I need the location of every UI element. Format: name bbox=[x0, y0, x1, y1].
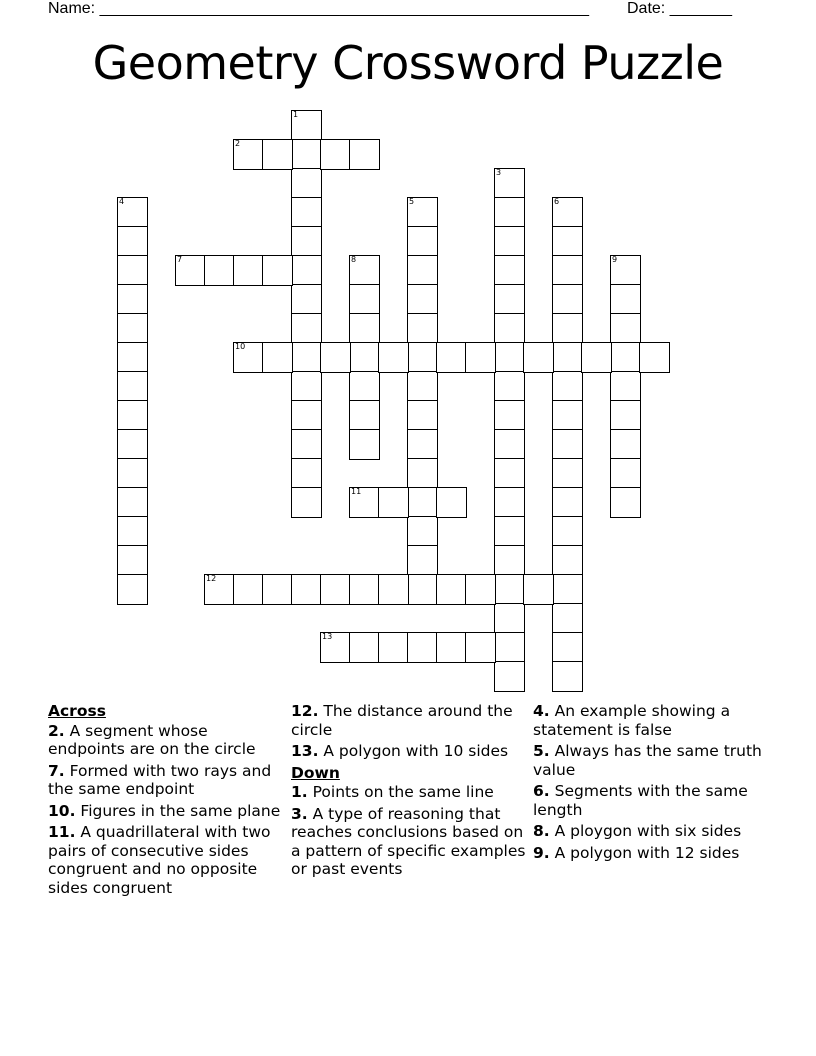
crossword-cell[interactable] bbox=[407, 487, 438, 518]
crossword-cell[interactable] bbox=[494, 197, 525, 228]
crossword-cell[interactable] bbox=[117, 545, 148, 576]
crossword-cell[interactable] bbox=[494, 661, 525, 692]
crossword-cell[interactable] bbox=[552, 197, 583, 228]
crossword-cell[interactable] bbox=[349, 400, 380, 431]
crossword-cell[interactable] bbox=[494, 168, 525, 199]
clue-text: The distance around the circle bbox=[291, 702, 513, 739]
clue-number: 1. bbox=[291, 783, 308, 801]
crossword-cell[interactable] bbox=[117, 458, 148, 489]
down-heading: Down bbox=[291, 763, 340, 782]
crossword-cell[interactable] bbox=[117, 400, 148, 431]
crossword-cell[interactable] bbox=[407, 429, 438, 460]
crossword-cell[interactable] bbox=[552, 255, 583, 286]
clue-number: 3. bbox=[291, 804, 308, 823]
clue-across-10 bbox=[48, 802, 284, 821]
crossword-cell[interactable] bbox=[117, 313, 148, 344]
cell-number: 6 bbox=[554, 197, 560, 206]
clue-across-2 bbox=[48, 722, 284, 759]
page-title: Geometry Crossword Puzzle bbox=[92, 36, 724, 90]
crossword-cell[interactable] bbox=[494, 574, 525, 605]
cell-number: 2 bbox=[235, 139, 241, 148]
crossword-cell[interactable] bbox=[610, 284, 641, 315]
crossword-cell[interactable] bbox=[291, 226, 322, 257]
crossword-cell[interactable] bbox=[233, 342, 264, 373]
cell-number: 5 bbox=[409, 197, 415, 206]
crossword-cell[interactable] bbox=[291, 574, 322, 605]
crossword-cell[interactable] bbox=[494, 429, 525, 460]
crossword-cell[interactable] bbox=[349, 574, 380, 605]
crossword-cell[interactable] bbox=[552, 603, 583, 634]
crossword-cell[interactable] bbox=[407, 632, 438, 663]
crossword-cell[interactable] bbox=[581, 342, 612, 373]
crossword-cell[interactable] bbox=[291, 139, 322, 170]
cell-number: 8 bbox=[351, 255, 357, 264]
clue-text: Figures in the same plane bbox=[80, 801, 281, 820]
clue-number: 12. bbox=[291, 702, 319, 720]
crossword-cell[interactable] bbox=[291, 458, 322, 489]
clues-column-1 bbox=[48, 702, 284, 900]
crossword-cell[interactable] bbox=[494, 226, 525, 257]
crossword-cell[interactable] bbox=[552, 516, 583, 547]
crossword-cell[interactable] bbox=[291, 487, 322, 518]
crossword-cell[interactable] bbox=[233, 574, 264, 605]
crossword-cell[interactable] bbox=[291, 400, 322, 431]
clue-number: 5. bbox=[533, 742, 550, 760]
clue-across-11 bbox=[48, 823, 284, 897]
clue-down-9 bbox=[533, 844, 769, 863]
crossword-cell[interactable] bbox=[523, 342, 554, 373]
crossword-cell[interactable] bbox=[494, 400, 525, 431]
crossword-cell[interactable] bbox=[291, 371, 322, 402]
crossword-cell[interactable] bbox=[117, 284, 148, 315]
clue-down-6 bbox=[533, 782, 769, 819]
crossword-cell[interactable] bbox=[291, 284, 322, 315]
crossword-cell[interactable] bbox=[552, 284, 583, 315]
clue-number: 4. bbox=[533, 702, 550, 720]
crossword-cell[interactable] bbox=[204, 574, 235, 605]
crossword-cell[interactable] bbox=[552, 458, 583, 489]
crossword-cell[interactable] bbox=[117, 487, 148, 518]
crossword-cell[interactable] bbox=[465, 342, 496, 373]
crossword-cell[interactable] bbox=[436, 632, 467, 663]
clue-text: A ploygon with six sides bbox=[554, 822, 742, 840]
clues-column-2 bbox=[291, 702, 527, 882]
name-field-label: Name: _______________________________________________________ bbox=[48, 0, 589, 17]
clue-text: Segments with the same length bbox=[533, 782, 748, 819]
date-field-label: Date: _______ bbox=[627, 0, 732, 17]
crossword-cell[interactable] bbox=[494, 284, 525, 315]
crossword-cell[interactable] bbox=[436, 487, 467, 518]
cell-number: 10 bbox=[235, 342, 246, 351]
crossword-cell[interactable] bbox=[291, 110, 322, 141]
crossword-cell[interactable] bbox=[378, 574, 409, 605]
clue-number: 8. bbox=[533, 822, 550, 840]
crossword-cell[interactable] bbox=[291, 313, 322, 344]
crossword-cell[interactable] bbox=[552, 429, 583, 460]
crossword-cell[interactable] bbox=[610, 371, 641, 402]
crossword-cell[interactable] bbox=[117, 516, 148, 547]
crossword-cell[interactable] bbox=[494, 632, 525, 663]
crossword-cell[interactable] bbox=[175, 255, 206, 286]
crossword-cell[interactable] bbox=[407, 284, 438, 315]
clue-down-4 bbox=[533, 702, 769, 739]
clue-number: 6. bbox=[533, 782, 550, 800]
clues-column-3 bbox=[533, 702, 769, 865]
clue-number: 13. bbox=[291, 742, 319, 760]
crossword-cell[interactable] bbox=[610, 400, 641, 431]
cell-number: 1 bbox=[293, 110, 299, 119]
crossword-cell[interactable] bbox=[233, 255, 264, 286]
crossword-cell[interactable] bbox=[407, 545, 438, 576]
crossword-cell[interactable] bbox=[117, 342, 148, 373]
crossword-cell[interactable] bbox=[552, 632, 583, 663]
crossword-cell[interactable] bbox=[117, 574, 148, 605]
crossword-cell[interactable] bbox=[349, 487, 380, 518]
crossword-cell[interactable] bbox=[552, 342, 583, 373]
crossword-cell[interactable] bbox=[494, 255, 525, 286]
crossword-cell[interactable] bbox=[117, 226, 148, 257]
crossword-cell[interactable] bbox=[407, 574, 438, 605]
crossword-cell[interactable] bbox=[407, 255, 438, 286]
clue-text: A type of reasoning that reaches conclusions based on a pattern of specific examples or past events bbox=[291, 804, 526, 878]
clue-text: Always has the same truth value bbox=[533, 742, 762, 779]
crossword-cell[interactable] bbox=[349, 429, 380, 460]
cell-number: 9 bbox=[612, 255, 618, 264]
crossword-cell[interactable] bbox=[233, 139, 264, 170]
crossword-cell[interactable] bbox=[407, 313, 438, 344]
crossword-cell[interactable] bbox=[378, 342, 409, 373]
crossword-cell[interactable] bbox=[262, 255, 293, 286]
crossword-cell[interactable] bbox=[552, 371, 583, 402]
clue-text: An example showing a statement is false bbox=[533, 702, 731, 739]
crossword-cell[interactable] bbox=[291, 197, 322, 228]
cell-number: 3 bbox=[496, 168, 502, 177]
crossword-cell[interactable] bbox=[552, 313, 583, 344]
clue-number: 2. bbox=[48, 721, 65, 740]
crossword-cell[interactable] bbox=[407, 197, 438, 228]
across-heading: Across bbox=[48, 702, 106, 720]
clue-number: 10. bbox=[48, 801, 76, 820]
crossword-cell[interactable] bbox=[552, 661, 583, 692]
crossword-cell[interactable] bbox=[494, 516, 525, 547]
crossword-cell[interactable] bbox=[349, 342, 380, 373]
crossword-cell[interactable] bbox=[407, 400, 438, 431]
cell-number: 11 bbox=[351, 487, 362, 496]
clue-text: A polygon with 12 sides bbox=[554, 843, 740, 862]
clue-text: A polygon with 10 sides bbox=[323, 742, 509, 760]
clue-down-5 bbox=[533, 742, 769, 779]
crossword-cell[interactable] bbox=[494, 545, 525, 576]
crossword-cell[interactable] bbox=[610, 313, 641, 344]
crossword-cell[interactable] bbox=[204, 255, 235, 286]
crossword-cell[interactable] bbox=[523, 574, 554, 605]
crossword-cell[interactable] bbox=[349, 139, 380, 170]
clue-down-8 bbox=[533, 822, 769, 841]
crossword-cell[interactable] bbox=[407, 226, 438, 257]
crossword-cell[interactable] bbox=[407, 342, 438, 373]
crossword-cell[interactable] bbox=[262, 342, 293, 373]
crossword-cell[interactable] bbox=[494, 371, 525, 402]
clue-number: 11. bbox=[48, 823, 76, 841]
crossword-cell[interactable] bbox=[349, 371, 380, 402]
clue-text: Points on the same line bbox=[312, 783, 494, 801]
cell-number: 13 bbox=[322, 632, 333, 641]
crossword-cell[interactable] bbox=[610, 255, 641, 286]
crossword-cell[interactable] bbox=[117, 197, 148, 228]
clue-text: A quadrillateral with two pairs of consecutive sides congruent and no opposite sides congruent bbox=[48, 823, 271, 897]
crossword-cell[interactable] bbox=[407, 516, 438, 547]
crossword-cell[interactable] bbox=[349, 255, 380, 286]
clue-down-1 bbox=[291, 783, 527, 802]
crossword-cell[interactable] bbox=[407, 458, 438, 489]
crossword-cell[interactable] bbox=[610, 429, 641, 460]
crossword-cell[interactable] bbox=[320, 139, 351, 170]
crossword-cell[interactable] bbox=[552, 487, 583, 518]
crossword-cell[interactable] bbox=[349, 313, 380, 344]
clue-across-13 bbox=[291, 742, 527, 761]
crossword-cell[interactable] bbox=[494, 458, 525, 489]
crossword-cell[interactable] bbox=[117, 371, 148, 402]
crossword-cell[interactable] bbox=[262, 574, 293, 605]
crossword-cell[interactable] bbox=[320, 342, 351, 373]
crossword-cell[interactable] bbox=[320, 632, 351, 663]
crossword-cell[interactable] bbox=[552, 574, 583, 605]
crossword-cell[interactable] bbox=[465, 632, 496, 663]
clue-across-12 bbox=[291, 702, 527, 739]
clue-text: Formed with two rays and the same endpoint bbox=[48, 761, 272, 798]
cell-number: 4 bbox=[119, 197, 125, 206]
crossword-cell[interactable] bbox=[494, 487, 525, 518]
clue-down-3 bbox=[291, 805, 527, 879]
crossword-cell[interactable] bbox=[610, 458, 641, 489]
crossword-cell[interactable] bbox=[552, 226, 583, 257]
crossword-cell[interactable] bbox=[378, 632, 409, 663]
crossword-cell[interactable] bbox=[610, 342, 641, 373]
crossword-cell[interactable] bbox=[494, 603, 525, 634]
crossword-cell[interactable] bbox=[494, 342, 525, 373]
crossword-cell[interactable] bbox=[349, 632, 380, 663]
crossword-cell[interactable] bbox=[494, 313, 525, 344]
crossword-cell[interactable] bbox=[117, 429, 148, 460]
crossword-cell[interactable] bbox=[552, 400, 583, 431]
crossword-cell[interactable] bbox=[378, 487, 409, 518]
crossword-cell[interactable] bbox=[610, 487, 641, 518]
crossword-cell[interactable] bbox=[639, 342, 670, 373]
cell-number: 12 bbox=[206, 574, 217, 583]
crossword-cell[interactable] bbox=[465, 574, 496, 605]
crossword-cell[interactable] bbox=[552, 545, 583, 576]
clue-number: 9. bbox=[533, 843, 550, 862]
crossword-cell[interactable] bbox=[291, 168, 322, 199]
clue-number: 7. bbox=[48, 761, 65, 780]
crossword-cell[interactable] bbox=[291, 342, 322, 373]
crossword-cell[interactable] bbox=[291, 429, 322, 460]
crossword-cell[interactable] bbox=[320, 574, 351, 605]
crossword-cell[interactable] bbox=[407, 371, 438, 402]
clue-across-7 bbox=[48, 762, 284, 799]
crossword-cell[interactable] bbox=[291, 255, 322, 286]
clue-text: A segment whose endpoints are on the circle bbox=[48, 721, 256, 758]
crossword-cell[interactable] bbox=[349, 284, 380, 315]
cell-number: 7 bbox=[177, 255, 183, 264]
crossword-cell[interactable] bbox=[436, 342, 467, 373]
crossword-cell[interactable] bbox=[117, 255, 148, 286]
crossword-cell[interactable] bbox=[262, 139, 293, 170]
crossword-cell[interactable] bbox=[436, 574, 467, 605]
